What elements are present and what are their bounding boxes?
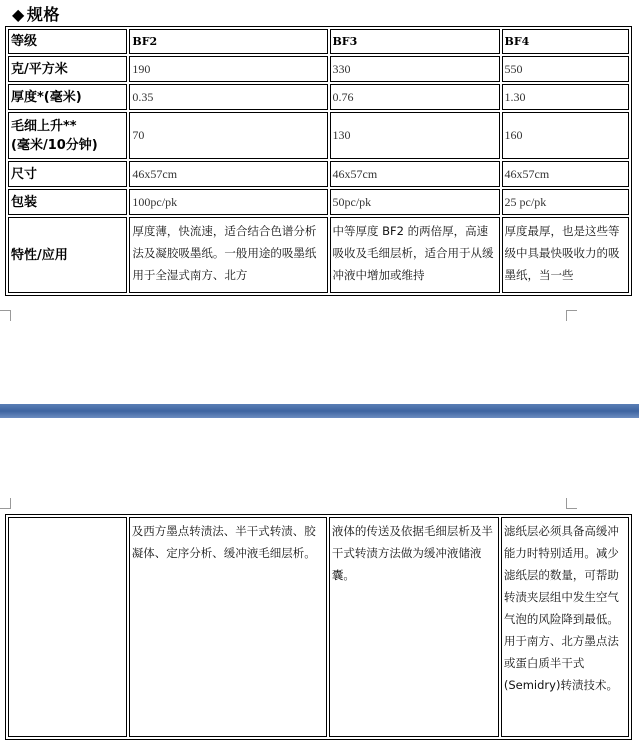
row-label-wicking-line2: (毫米/10分钟)	[11, 137, 98, 153]
spec-table	[5, 26, 632, 296]
feature-text: 中等厚度 BF2 的两倍厚，高速吸收及毛细层析，适合用于从缓冲液中增加或维持	[332, 224, 494, 282]
table-row	[8, 161, 629, 187]
spec-table-continued	[5, 514, 632, 740]
cell-value: 46x57cm	[502, 161, 629, 187]
cell-value: 160	[502, 112, 629, 159]
table-row	[8, 112, 629, 159]
row-label-wicking	[8, 112, 127, 159]
table-row	[8, 517, 629, 737]
margin-corner-mark	[566, 498, 577, 509]
row-label-size: 尺寸	[8, 161, 127, 187]
cell-value: 46x57cm	[129, 161, 327, 187]
row-label-packaging: 包装	[8, 189, 127, 215]
cell-value: 25 pc/pk	[502, 189, 629, 215]
row-label-thickness: 厚度*(毫米)	[8, 84, 127, 110]
cell-value: 50pc/pk	[330, 189, 500, 215]
row-label-weight: 克/平方米	[8, 56, 127, 82]
feature-cell	[502, 217, 629, 293]
cell-value: 0.35	[129, 84, 327, 110]
header-bf3: BF3	[330, 29, 500, 54]
row-label-wicking-line1: 毛细上升**	[11, 118, 77, 134]
cell-value: 100pc/pk	[129, 189, 327, 215]
margin-corner-mark	[0, 310, 11, 321]
section-heading	[12, 2, 60, 25]
header-grade: 等级	[8, 29, 127, 54]
cell-value: 190	[129, 56, 327, 82]
table-row	[8, 84, 629, 110]
feature-text-continued: 及西方墨点转渍法、半干式转渍、胶凝体、定序分析、缓冲液毛细层析。	[129, 517, 327, 737]
feature-text-continued: 滤纸层必须具备高缓冲能力时特别适用。减少滤纸层的数量，可帮助转渍夹层组中发生空气气泡的风险降到最低。用于南方、北方墨点法或蛋白质半干式(Semidry)转渍技术。	[501, 517, 629, 737]
table-header-row	[8, 29, 629, 54]
feature-cell	[330, 217, 500, 293]
margin-corner-mark	[0, 498, 11, 509]
header-bf2: BF2	[129, 29, 327, 54]
table-row	[8, 189, 629, 215]
feature-cell	[129, 217, 327, 293]
section-title: 规格	[26, 5, 60, 24]
row-label-features: 特性/应用	[8, 217, 127, 293]
empty-label-cell	[8, 517, 127, 737]
feature-text: 厚度薄，快流速，适合结合色谱分析法及凝胶吸墨纸。一般用途的吸墨纸用于全湿式南方、北方	[132, 224, 317, 282]
table-row	[8, 217, 629, 293]
cell-value: 1.30	[502, 84, 629, 110]
diamond-bullet-icon: ◆	[12, 5, 25, 24]
page-break-separator	[0, 404, 639, 418]
cell-value: 550	[502, 56, 629, 82]
cell-value: 46x57cm	[330, 161, 500, 187]
header-bf4: BF4	[502, 29, 629, 54]
cell-value: 0.76	[330, 84, 500, 110]
feature-text-continued: 液体的传送及依据毛细层析及半干式转渍方法做为缓冲液储液囊。	[329, 517, 499, 737]
feature-text: 厚度最厚，也是这些等级中具最快吸收力的吸墨纸，当一些	[504, 224, 620, 282]
table-row	[8, 56, 629, 82]
cell-value: 130	[330, 112, 500, 159]
cell-value: 70	[129, 112, 327, 159]
margin-corner-mark	[566, 310, 577, 321]
cell-value: 330	[330, 56, 500, 82]
